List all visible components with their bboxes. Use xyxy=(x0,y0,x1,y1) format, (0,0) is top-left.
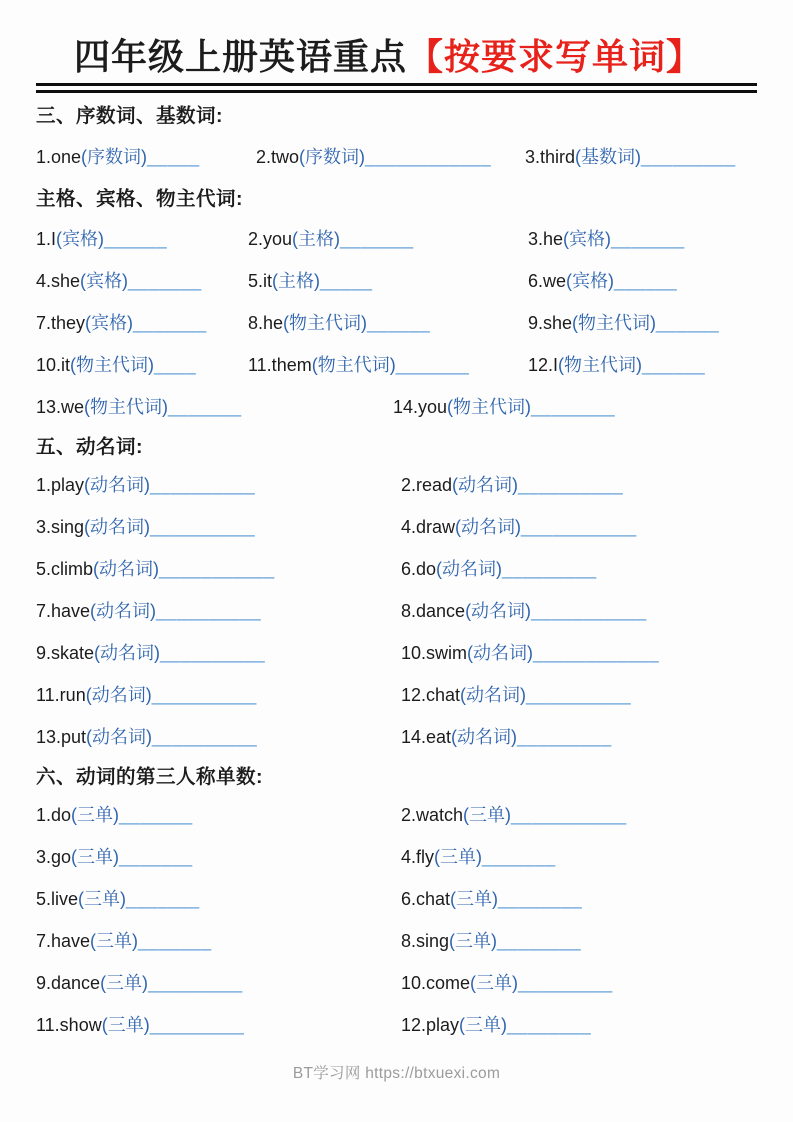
item-label: 6.chat xyxy=(401,889,451,909)
item-hint: (动名词) xyxy=(94,643,161,663)
section-heading: 三、序数词、基数词: xyxy=(36,105,223,127)
worksheet-item xyxy=(36,393,393,419)
answer-blank: _______ xyxy=(340,229,414,249)
item-label: 4.she xyxy=(36,271,81,291)
item-hint: (物主代词) xyxy=(572,313,657,333)
item-label: 11.show xyxy=(36,1015,102,1035)
answer-blank: _______ xyxy=(119,805,193,825)
section-heading: 六、动词的第三人称单数: xyxy=(36,766,263,788)
item-hint: (动名词) xyxy=(84,475,151,495)
answer-blank: ___________ xyxy=(159,559,275,579)
worksheet-row xyxy=(36,301,757,343)
answer-blank: _______ xyxy=(395,355,470,375)
answer-blank: _________ xyxy=(517,727,612,747)
worksheet-item xyxy=(36,471,401,497)
item-hint: (三单) xyxy=(71,805,120,825)
item-label: 2.you xyxy=(248,229,293,249)
worksheet-item xyxy=(36,969,401,995)
item-hint: (动名词) xyxy=(90,601,157,621)
item-label: 7.they xyxy=(36,313,86,333)
answer-blank: __________ xyxy=(150,475,256,495)
item-label: 7.have xyxy=(36,601,91,621)
worksheet-item xyxy=(36,723,401,749)
item-label: 12.chat xyxy=(401,685,461,705)
worksheet-item xyxy=(36,309,248,335)
answer-blank: ____________ xyxy=(533,643,660,663)
worksheet-item xyxy=(401,639,757,665)
answer-blank: _________ xyxy=(149,1015,245,1035)
worksheet-item xyxy=(525,143,757,169)
item-hint: (动名词) xyxy=(465,601,532,621)
worksheet-item xyxy=(36,225,248,251)
item-label: 11.run xyxy=(36,685,86,705)
worksheet-row xyxy=(36,463,757,505)
worksheet-item xyxy=(248,309,528,335)
worksheet-row xyxy=(36,547,757,589)
item-hint: (三单) xyxy=(463,805,512,825)
item-label: 5.climb xyxy=(36,559,94,579)
item-hint: (动名词) xyxy=(436,559,503,579)
answer-blank: __________ xyxy=(150,517,256,537)
item-hint: (动名词) xyxy=(85,685,152,705)
item-label: 8.he xyxy=(248,313,284,333)
item-hint: (三单) xyxy=(90,931,139,951)
item-label: 13.we xyxy=(36,397,85,417)
answer-blank: ______ xyxy=(642,355,706,375)
item-hint: (基数词) xyxy=(575,147,642,167)
footer-credit: BT学习网 https://btxuexi.com xyxy=(292,1065,501,1082)
answer-blank: __________ xyxy=(160,643,266,663)
worksheet-item xyxy=(36,885,401,911)
item-hint: (物主代词) xyxy=(311,355,396,375)
worksheet-item xyxy=(36,1011,401,1037)
worksheet-item xyxy=(528,309,757,335)
worksheet-item xyxy=(401,1011,757,1037)
answer-blank: ___________ xyxy=(511,805,627,825)
item-label: 13.put xyxy=(36,727,87,747)
worksheet-item xyxy=(401,801,757,827)
item-hint: (宾格) xyxy=(80,271,129,291)
item-label: 2.watch xyxy=(401,805,464,825)
section-heading: 五、动名词: xyxy=(36,436,143,458)
item-label: 10.come xyxy=(401,973,471,993)
item-label: 9.dance xyxy=(36,973,101,993)
worksheet-item xyxy=(248,267,528,293)
item-hint: (主格) xyxy=(292,229,341,249)
worksheet-item xyxy=(401,681,757,707)
item-label: 3.sing xyxy=(36,517,85,537)
item-label: 1.play xyxy=(36,475,85,495)
item-hint: (物主代词) xyxy=(447,397,532,417)
item-hint: (三单) xyxy=(78,889,127,909)
item-label: 4.fly xyxy=(401,847,435,867)
worksheet-row xyxy=(36,919,757,961)
item-hint: (宾格) xyxy=(85,313,134,333)
item-hint: (动名词) xyxy=(451,727,518,747)
worksheet-row xyxy=(36,385,757,427)
item-hint: (三单) xyxy=(434,847,483,867)
worksheet-item xyxy=(401,885,757,911)
item-label: 3.go xyxy=(36,847,72,867)
item-label: 9.she xyxy=(528,313,573,333)
worksheet-row xyxy=(36,673,757,715)
answer-blank: __________ xyxy=(156,601,262,621)
answer-blank: _______ xyxy=(482,847,556,867)
worksheet-row xyxy=(36,343,757,385)
worksheet-item xyxy=(36,513,401,539)
item-hint: (动名词) xyxy=(452,475,519,495)
item-hint: (三单) xyxy=(459,1015,508,1035)
item-label: 3.third xyxy=(525,147,576,167)
item-label: 14.eat xyxy=(401,727,452,747)
answer-blank: __________ xyxy=(151,685,257,705)
item-label: 11.them xyxy=(248,355,312,375)
item-label: 8.sing xyxy=(401,931,450,951)
item-label: 3.he xyxy=(528,229,564,249)
worksheet-row xyxy=(36,217,757,259)
answer-blank: _________ xyxy=(148,973,243,993)
item-label: 5.live xyxy=(36,889,79,909)
item-hint: (序数词) xyxy=(299,147,366,167)
item-hint: (动名词) xyxy=(84,517,151,537)
item-hint: (主格) xyxy=(272,271,321,291)
worksheet-item xyxy=(401,471,757,497)
worksheet-item xyxy=(248,351,528,377)
answer-blank: ________ xyxy=(497,931,582,951)
worksheet-row xyxy=(36,135,757,177)
worksheet-item xyxy=(401,513,757,539)
item-hint: (动名词) xyxy=(93,559,160,579)
answer-blank: __________ xyxy=(518,475,624,495)
item-hint: (三单) xyxy=(449,931,498,951)
item-label: 1.one xyxy=(36,147,82,167)
answer-blank: _______ xyxy=(119,847,193,867)
worksheet-item xyxy=(528,267,757,293)
item-label: 12.play xyxy=(401,1015,460,1035)
item-label: 14.you xyxy=(393,397,448,417)
item-hint: (动名词) xyxy=(467,643,534,663)
answer-blank: _______ xyxy=(138,931,212,951)
worksheet-row xyxy=(36,259,757,301)
item-hint: (三单) xyxy=(100,973,149,993)
worksheet-item xyxy=(401,555,757,581)
item-label: 10.it xyxy=(36,355,71,375)
worksheet-row xyxy=(36,505,757,547)
item-hint: (动名词) xyxy=(460,685,527,705)
item-label: 4.draw xyxy=(401,517,456,537)
worksheet-item xyxy=(36,351,248,377)
item-label: 10.swim xyxy=(401,643,468,663)
answer-blank: ________ xyxy=(498,889,583,909)
worksheet-row xyxy=(36,715,757,757)
worksheet-item xyxy=(36,927,401,953)
item-hint: (物主代词) xyxy=(558,355,643,375)
sections-container xyxy=(36,93,757,1045)
answer-blank: ____________ xyxy=(365,147,492,167)
double-rule-divider xyxy=(36,83,757,93)
item-label: 1.do xyxy=(36,805,72,825)
worksheet-item xyxy=(36,843,401,869)
worksheet-item xyxy=(36,143,256,169)
item-hint: (三单) xyxy=(101,1015,150,1035)
item-label: 7.have xyxy=(36,931,91,951)
worksheet-item xyxy=(393,393,757,419)
worksheet-item xyxy=(36,801,401,827)
worksheet-row xyxy=(36,589,757,631)
item-label: 12.I xyxy=(528,355,559,375)
worksheet-item xyxy=(528,351,757,377)
section-third-person xyxy=(36,757,757,1045)
answer-blank: _______ xyxy=(128,271,202,291)
item-hint: (宾格) xyxy=(56,229,105,249)
title-tag: 【按要求写单词】 xyxy=(407,36,704,77)
item-label: 1.I xyxy=(36,229,57,249)
answer-blank: _______ xyxy=(133,313,207,333)
item-label: 8.dance xyxy=(401,601,466,621)
section-gerunds xyxy=(36,427,757,757)
item-hint: (宾格) xyxy=(563,229,612,249)
item-hint: (物主代词) xyxy=(84,397,169,417)
worksheet-item xyxy=(36,267,248,293)
answer-blank: ____ xyxy=(154,355,197,375)
worksheet-row xyxy=(36,835,757,877)
answer-blank: ______ xyxy=(656,313,720,333)
worksheet-row xyxy=(36,877,757,919)
answer-blank: ___________ xyxy=(531,601,647,621)
worksheet-row xyxy=(36,1003,757,1045)
worksheet-row xyxy=(36,961,757,1003)
item-hint: (三单) xyxy=(71,847,120,867)
worksheet-item xyxy=(401,969,757,995)
item-hint: (三单) xyxy=(450,889,499,909)
worksheet-item xyxy=(36,597,401,623)
worksheet-item xyxy=(528,225,757,251)
answer-blank: ________ xyxy=(507,1015,592,1035)
item-hint: (序数词) xyxy=(81,147,148,167)
answer-blank: __________ xyxy=(152,727,258,747)
worksheet-item xyxy=(401,843,757,869)
worksheet-item xyxy=(248,225,528,251)
answer-blank: _________ xyxy=(641,147,736,167)
answer-blank: ___________ xyxy=(521,517,637,537)
item-label: 9.skate xyxy=(36,643,95,663)
item-label: 6.do xyxy=(401,559,437,579)
item-label: 5.it xyxy=(248,271,273,291)
item-hint: (物主代词) xyxy=(70,355,155,375)
answer-blank: _____ xyxy=(320,271,373,291)
answer-blank: _________ xyxy=(502,559,597,579)
section-pronouns xyxy=(36,177,757,427)
item-hint: (三单) xyxy=(470,973,519,993)
answer-blank: _______ xyxy=(611,229,685,249)
worksheet-item xyxy=(401,723,757,749)
item-hint: (动名词) xyxy=(86,727,153,747)
worksheet-row xyxy=(36,793,757,835)
item-hint: (物主代词) xyxy=(283,313,368,333)
answer-blank: _____ xyxy=(147,147,200,167)
answer-blank: ______ xyxy=(367,313,431,333)
answer-blank: ______ xyxy=(104,229,168,249)
item-label: 2.read xyxy=(401,475,453,495)
answer-blank: __________ xyxy=(526,685,632,705)
worksheet-item xyxy=(401,597,757,623)
section-heading: 主格、宾格、物主代词: xyxy=(36,188,243,210)
item-hint: (动名词) xyxy=(455,517,522,537)
section-ordinals xyxy=(36,93,757,177)
worksheet-item xyxy=(401,927,757,953)
worksheet-item xyxy=(36,681,401,707)
item-hint: (宾格) xyxy=(566,271,615,291)
answer-blank: _______ xyxy=(168,397,242,417)
item-label: 6.we xyxy=(528,271,567,291)
worksheet-item xyxy=(36,555,401,581)
answer-blank: ______ xyxy=(614,271,678,291)
worksheet-item xyxy=(256,143,525,169)
answer-blank: _______ xyxy=(126,889,200,909)
answer-blank: _________ xyxy=(518,973,613,993)
item-label: 2.two xyxy=(256,147,300,167)
title-main: 四年级上册英语重点 xyxy=(74,36,408,77)
page-title xyxy=(36,0,757,79)
worksheet-item xyxy=(36,639,401,665)
answer-blank: ________ xyxy=(531,397,616,417)
worksheet-row xyxy=(36,631,757,673)
